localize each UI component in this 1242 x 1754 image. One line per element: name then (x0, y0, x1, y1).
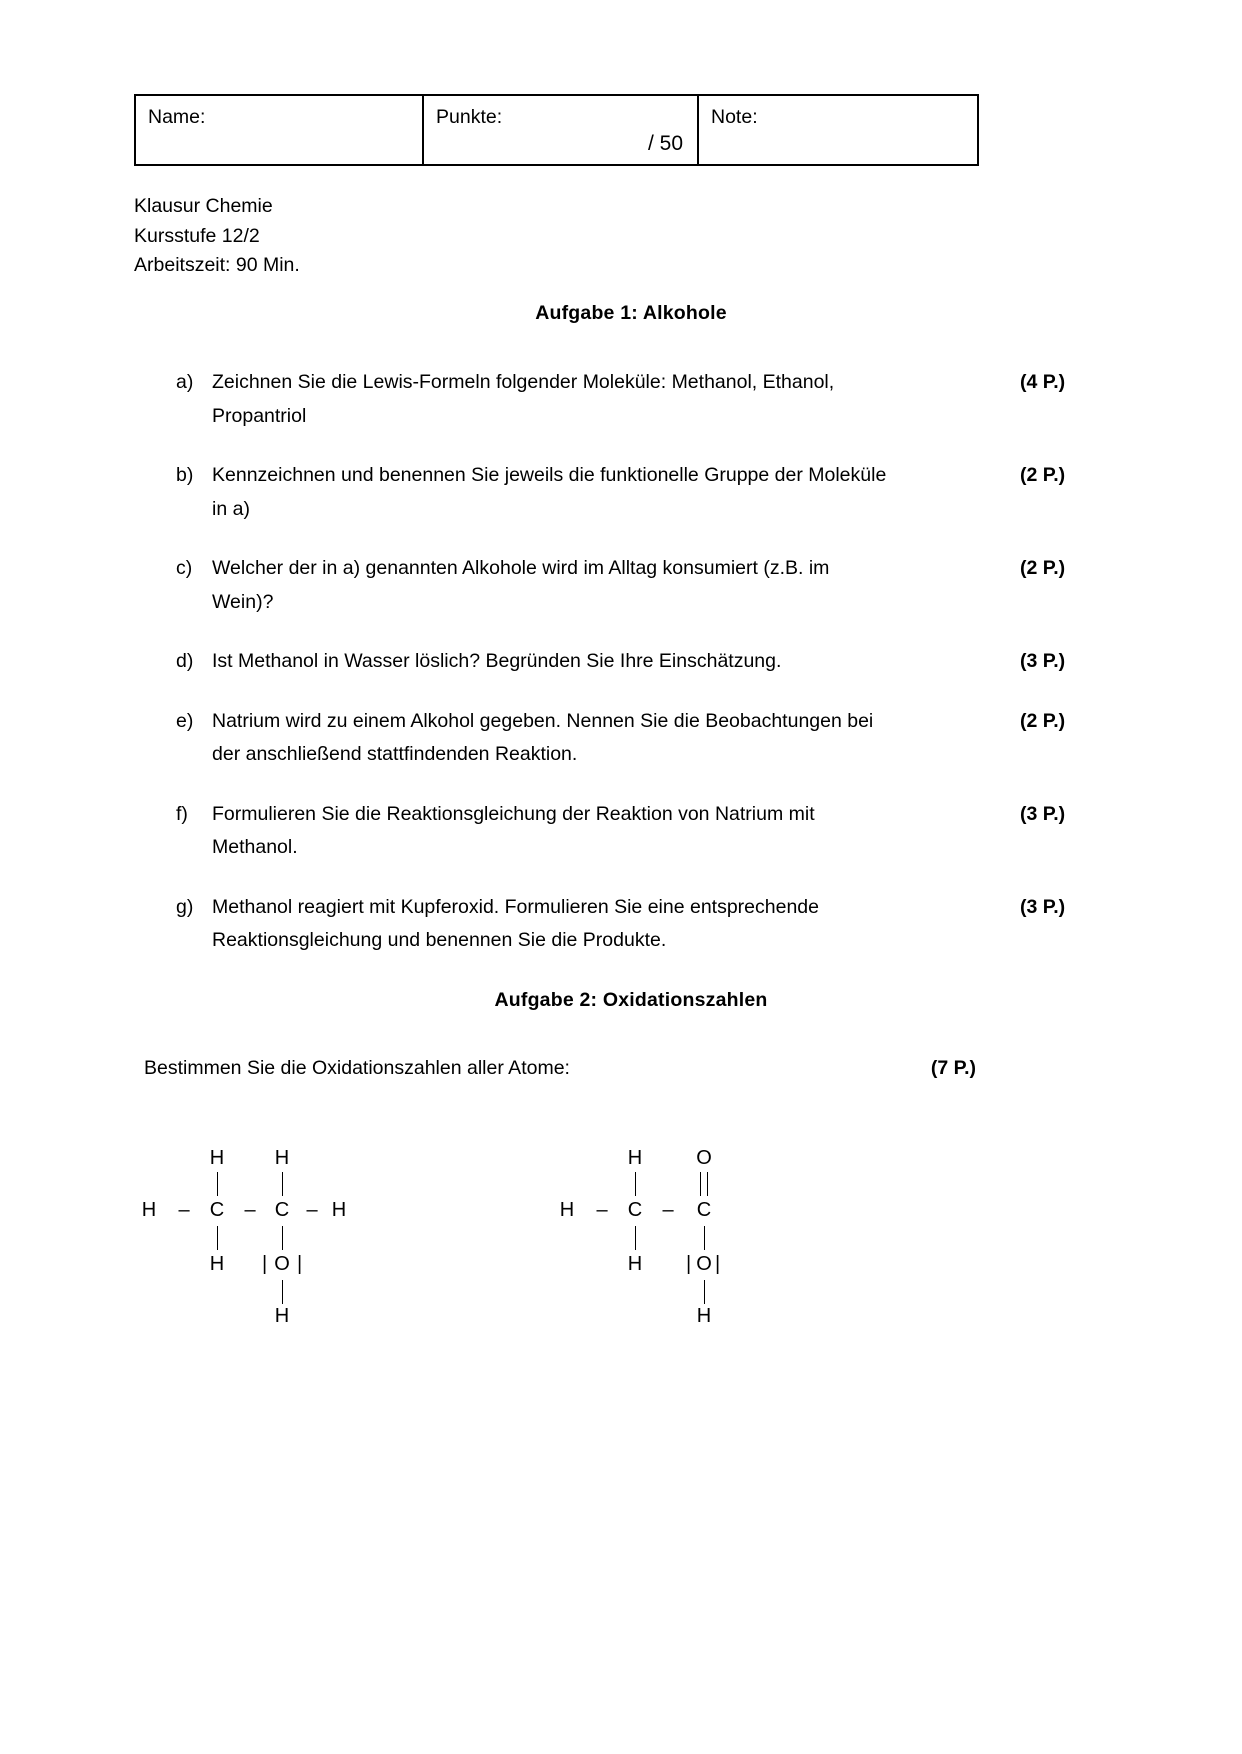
bond-o-h-r (704, 1280, 705, 1304)
punkte-max-value: / 50 (647, 131, 683, 155)
oxidation-prompt-text: Bestimmen Sie die Oxidationszahlen aller Atome: (144, 1057, 570, 1079)
atom-h-bottom: H (274, 1305, 290, 1327)
atom-h-left: H (141, 1199, 157, 1221)
task-text-g: Methanol reagiert mit Kupferoxid. Formulieren Sie eine entsprechende Reaktionsgleichung und benennen Sie die Produkte. (212, 895, 819, 952)
task-item-g (176, 891, 1076, 958)
atom-o-r: O (696, 1253, 712, 1275)
bond-dash-right: – (306, 1199, 318, 1221)
atom-h-bottom-left: H (209, 1253, 225, 1275)
punkte-label: Punkte: (436, 106, 503, 128)
bond-h-c-top-left (217, 1172, 218, 1196)
atom-h-top-left: H (209, 1147, 225, 1169)
bond-dash-mid: – (244, 1199, 256, 1221)
molecule-diagrams (0, 1140, 1242, 1360)
header-table (134, 94, 979, 166)
bond-h-c-top-right (282, 1172, 283, 1196)
task-item-f (176, 798, 1076, 865)
task-points-a: (4 P.) (1020, 371, 1066, 393)
bond-c-h-bottom-left (217, 1226, 218, 1250)
section-heading-1-label: Aufgabe 1: Alkohole (535, 302, 727, 324)
section-heading-2 (0, 989, 1242, 1012)
task-text-d: Ist Methanol in Wasser löslich? Begründen Sie Ihre Einschätzung. (212, 650, 782, 673)
atom-h-top-left-r: H (627, 1147, 643, 1169)
bond-dash-left: – (178, 1199, 190, 1221)
lone-pair-left-r: | (686, 1253, 692, 1275)
oxidation-prompt-points: (7 P.) (930, 1057, 976, 1079)
oxidation-prompt-row (144, 1057, 976, 1080)
name-label: Name: (148, 106, 206, 128)
bond-dash-mid-r: – (662, 1199, 674, 1221)
exam-duration: Arbeitszeit: 90 Min. (134, 254, 300, 277)
task-text-f: Formulieren Sie die Reaktionsgleichung der Reaktion von Natrium mit Methanol. (212, 802, 815, 859)
lone-pair-right: | (297, 1253, 303, 1275)
task-points-f: (3 P.) (1020, 802, 1066, 825)
atom-h-right: H (331, 1199, 347, 1221)
task-points-b: (2 P.) (1020, 464, 1066, 487)
task-item-e (176, 705, 1076, 772)
lone-pair-left: | (262, 1253, 268, 1275)
task-label-e: e) (176, 709, 194, 732)
task-label-c: c) (176, 557, 193, 580)
task-points-c: (2 P.) (1020, 557, 1066, 580)
task-text-b: Kennzeichnen und benennen Sie jeweils die funktionelle Gruppe der Moleküle in a) (212, 464, 887, 520)
atom-c-right-r: C (696, 1199, 712, 1221)
task-label-d: d) (176, 650, 194, 673)
task-points-d: (3 P.) (1020, 650, 1066, 673)
task-item-c (176, 552, 1076, 619)
bond-c-o (282, 1226, 283, 1250)
bond-o-h (282, 1280, 283, 1304)
task-text-c: Welcher der in a) genannten Alkohole wird im Alltag konsumiert (z.B. im Wein)? (212, 557, 830, 613)
task-points-e: (2 P.) (1020, 709, 1066, 732)
exam-course-level: Kursstufe 12/2 (134, 224, 260, 247)
punkte-cell[interactable] (423, 95, 698, 165)
bond-c-h-bottom-left-r (635, 1226, 636, 1250)
exam-title: Klausur Chemie (134, 195, 273, 217)
bond-dash-left-r: – (596, 1199, 608, 1221)
task-text-e: Natrium wird zu einem Alkohol gegeben. Nennen Sie die Beobachtungen bei der anschließend stattfindenden Reaktion. (212, 709, 874, 766)
atom-h-top-right: H (274, 1147, 290, 1169)
table-row (135, 95, 978, 165)
task-label-f: f) (176, 802, 188, 825)
task-points-g: (3 P.) (1020, 895, 1066, 918)
atom-c-right: C (274, 1199, 290, 1221)
atom-o-top-r: O (696, 1147, 712, 1169)
exam-meta (134, 192, 300, 281)
note-label: Note: (711, 106, 758, 128)
note-cell[interactable] (698, 95, 978, 165)
bond-c-o-double-a (700, 1172, 701, 1196)
atom-h-bottom-r: H (696, 1305, 712, 1327)
section-heading-1 (0, 302, 1242, 325)
atom-c-left-r: C (627, 1199, 643, 1221)
task-label-b: b) (176, 464, 194, 487)
task-item-a (176, 366, 1076, 433)
lone-pair-right-r: | (715, 1253, 721, 1275)
atom-c-left: C (209, 1199, 225, 1221)
bond-c-o-double-b (707, 1172, 708, 1196)
section-heading-2-label: Aufgabe 2: Oxidationszahlen (494, 989, 768, 1011)
task-label-g: g) (176, 895, 194, 918)
atom-h-left-r: H (559, 1199, 575, 1221)
task-item-d (176, 645, 1076, 679)
task-item-b (176, 459, 1076, 526)
task-list (176, 366, 1076, 984)
task-label-a: a) (176, 371, 194, 393)
bond-h-c-top-left-r (635, 1172, 636, 1196)
name-cell[interactable] (135, 95, 423, 165)
atom-h-bottom-left-r: H (627, 1253, 643, 1275)
bond-c-o-r (704, 1226, 705, 1250)
atom-o: O (274, 1253, 290, 1275)
task-text-a: Zeichnen Sie die Lewis-Formeln folgender Moleküle: Methanol, Ethanol, Propantriol (212, 371, 835, 427)
